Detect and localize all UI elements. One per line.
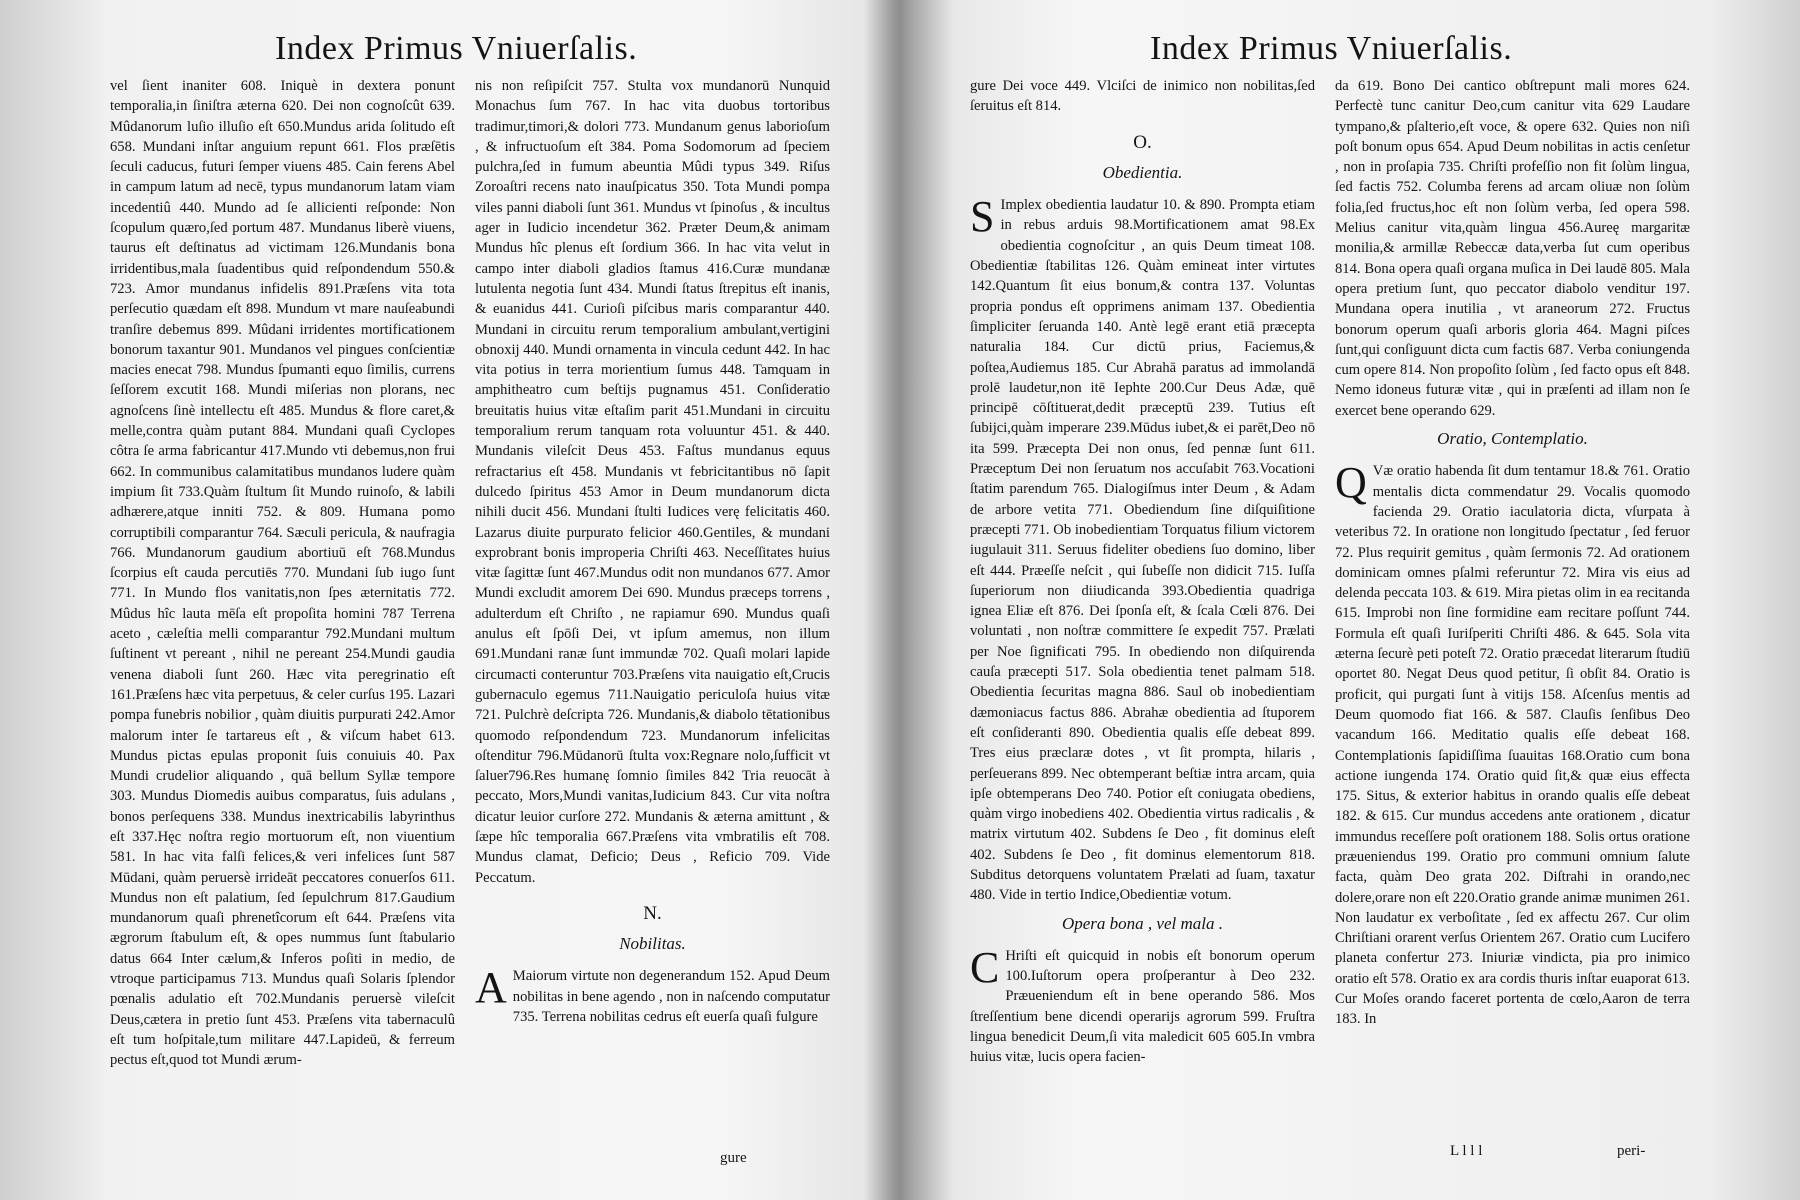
nobilitas-entry — [475, 963, 830, 1027]
nobilitas-text: Maiorum virtute non degenerandum 152. Apud Deum nobilitas in bene agendo , non in naſcendo computatur 735. Terrena nobilitas cedrus eſt euerſa quaſi fulgure — [512, 968, 830, 1026]
dropcap-c: C — [970, 942, 1000, 992]
index-entries-mundus: vel ſient inaniter 608. Iniquè in dextera ponunt temporalia,in ſiniſtra æterna 620. Dei non cognoſcût 639. Mûdanorum luſio illuſio eſt 650.Mundus arida ſolitudo eſt 658. Mundani inſtar anguium repunt 661. Flos præſētis ſeculi caducus, futuri ſemper viuens 485. Cain ferens Abel in campum latum ad necē, typus mundanorum latam viam incedentiû 440. Mundo ad ſe allicienti reſponde: Non ſcopulum quæro,ſed portum 487. Mundanus liberè viuens, taurus eſt deſtinatus ad victimam 126.Mundanis bona irridentibus,mala ſuadentibus quid reſpondendum 550.& 723. Amor mundanus infidelis 891.Præſens vita tota perſecutio quædam eſt 898. Mundum vt mare nauſeabundi tranſire debemus 899. Mûdani irridentes mortificationem bonorum taxantur 901. Mundanos vel pingues conſcientiæ macies enecat 798. Mundus ſpumanti equo ſimilis, currens ſeſſorem excutit 168. Mundi miſerias non plorans, nec agnoſcens ſinè intellectu eſt 485. Mundus & flore caret,& melle,contra quàm putant 884. Mundani quaſi Cyclopes côtra ſe arma fabricantur 417.Mundo vti debemus,non frui 662. In communibus calamitatibus mundanos ludere quàm impium ſit 733.Quàm ſtultum ſit Mundo ruinoſo, & labili adhærere,atque inniti 752. & 809. Humana pomo corruptibili comparantur 764. Sæculi pericula, & naufragia 766. Mundanorum gaudium abortiuū eſt 768.Mundus ſcorpius eſt cauda percutiēs 770. Mundani ſub iugo ſunt 771. In Mundo flos vanitatis,non ſpes æternitatis 772. Mûdus hîc lauta mēſa eſt propoſita homini 787 Terrena aceto , cæleſtia melli comparantur 792.Mundani multum ſuſtinent vt pereant , nihil ne pereant 254.Mundi gaudia venena diaboli ſunt 260. Hæc vita peregrinatio eſt 161.Præſens hæc vita perpetuus, & celer curſus 195. Lazari pompa funebris nobilior , quàm diuitis purpurati 242.Amor malorum inter ſe tartareus eſt , & viſcum habet 613. Mundus pictas epulas proponit ſuis conuiuis 40. Pax Mundi crudelior aliquando , quā bellum Syllæ tempore 303. Mundus Diomedis auibus comparatus, ſuis adulans , bonos perſequens 338. Mundus inextricabilis labyrinthus eſt 337.Hęc noſtra regio mortuorum eſt, non viuentium 581. In hac vita falſi felices,& veri infelices ſunt 587 Mūdani, quàm peruersè irrideāt peccatores conuerſos 611. Mundus non eſt palatium, ſed ſepulchrum 817.Gaudium mundanorum quaſi phrenetîcorum eſt 644. Præſens vita ægrorum ſtabulum eſt, & opes nummus ſunt ſtabulario datus 664 Inter cælum,& Inferos poſiti in medio, de vtroque participamus 713. Mundus quaſi Solaris ſplendor pœnalis adulatio eſt 702.Mundanis peruersè vileſcit Deus,cætera in pretio ſunt 453. Præſens vita tabernaculû eſt tum hoſpitale,tum militare 447.Lapideū, & ferreum pectus eſt,quod tot Mundi ærum- — [110, 78, 455, 1069]
subhead-obedientia: Obedientia. — [1102, 162, 1183, 182]
obedientia-text: Implex obedientia laudatur 10. & 890. Prompta etiam in rebus arduis 98.Mortificationem amat 98.Ex obedientia cognoſcitur , an quis Deum timeat 108. Obedientiæ ſtabilitas 126. Quàm emineat inter virtutes 142.Quantum ſit eius bonum,& contra 137. Voluntas propria pondus eſt opprimens animam 137. Obedientia ſimpliciter ſeruanda 140. Antè legē erant etiā præcepta naturalia 184. Cur dictū prius, Faciemus,& poſtea,Audiemus 185. Cur Abrahā paratus ad immolandā prolē laudetur,non itē Iephte 200.Cur Deus Adæ, quē principē cōſtituerat,dedit præceptū 239. Tutius eſt ſubijci,quàm imperare 239.Mūdus iubet,& ei parēt,Deo nō ita 599. Præcepta Dei non onus, ſed pennæ ſunt 611. Præceptum Dei non ſeruatum nos accuſabit 763.Vocationi ſtatim parendum 765. Dialogiſmus inter Deum , & Adam de arbore vetita 771. Obediendum ſine diſquiſitione præcepti 771. Ob inobedientiam Torquatus filium victorem iugulauit 311. Seruus fideliter obediens ſuo domino, liber eſt 444. Præeſſe neſcit , qui ſubeſſe non didicit 715. Iuſſa ſuperiorum non diiudicanda 393.Obedientia quadriga ignea Eliæ eſt 876. Dei ſponſa eſt, & ſcala Cœli 876. Dei voluntati , non noſtræ committere ſe expedit 757. Prælati per Noe ſignificati 795. In obediendo non diſquirenda cauſa præcepti 517. Sola obedientia tenet palmam 518. Obedientia ſecuritas magna 886. Saul ob inobedientiam dæmoniacus factus 886. Abrahæ obedientia ad ſtuporem eſt conſideranti 890. Obedientia qualis eſſe debeat 899. Tres eius præclaræ dotes , vt ſit prompta, hilaris , perſeuerans 899. Nec obtemperant beſtiæ intra arcam, quia ipſe obtemperans Deo 740. Potior eſt coniugata obediens, quàm virgo inobediens 402. Obedientia virtus radicalis , & matrix virtutum 402. Subdens ſe Deo , fit dominus eleſt 402. Subdens ſe Deo , fit dominus elementorum 818. Subditus detorquens voluntatem Prælati ad ſuam, taxatur 480. Vide in tertio Indice,Obedientiæ votum. — [970, 197, 1315, 904]
running-head-left: Index Primus Vniuerſalis. — [275, 30, 638, 67]
signature-mark: L l l l — [1450, 1143, 1483, 1159]
subhead-nobilitas: Nobilitas. — [619, 934, 686, 954]
left-column-b — [475, 76, 830, 1027]
oratio-entry — [1335, 458, 1691, 1029]
dropcap-q: Q — [1335, 458, 1367, 508]
dropcap-s: S — [970, 192, 995, 242]
left-column-a — [110, 76, 455, 1071]
section-letter-n: N. — [643, 902, 662, 924]
nobilitas-continuation: gure Dei voce 449. Vlciſci de inimico non nobilitas,ſed ſeruitus eſt 814. — [970, 78, 1315, 115]
index-entries-mundus-cont: nis non reſipiſcit 757. Stulta vox mundanorū Nunquid Monachus ſum 767. In hac vita duobus tortoribus tradimur,timori,& dolori 773. Mundanum genus laborioſum , & infructuoſum eſt 384. Poma Sodomorum ad ſpeciem pulchra,ſed in fumum abeuntia Mûdi typus 349. Riſus Zoroaſtri recens nato inauſpicatus 350. Tota Mundi pompa viles panni diaboli ſunt 361. Mundus vt ſpinoſus , & incultus ager in Iudicio incendetur 362. Præter Deum,& animam Mundus hîc plenus eſt ſordium 366. In hac vita velut in campo inter diaboli gladios ſtamus 416.Curæ mundanæ lutulenta negotia ſunt 434. Mundi ſtatus ſtrepitus eſt inanis, & euanidus 441. Curioſi piſcibus maris comparantur 440. Mundani in circuitu rerum temporalium ambulant,vertigini obnoxij 440. Mundi ornamenta in vincula cedunt 442. In hac vita potius in terra morientium ſumus 448. Tamquam in amphitheatro cum beſtijs pugnamus 451. Conſideratio breuitatis huius vitæ eſtaſim parit 451.Mundani in circuitu temporalium rerum tanquam rota voluuntur 451. & 440. Mundanis vileſcit Deus 453. Faſtus mundanus equus refractarius eſt 458. Mundanis vt febricitantibus nō ſapit dulcedo ſpiritus 453 Amor in Deum mundanorum dicta nihili ducit 456. Mundani ſtulti Iudices verę felicitatis 460. Lazarus diuite purpurato felicior 460.Gentiles, & mundani exprobrant bonis improperia Chriſti 463. Neceſſitates huius vitæ ſagittæ ſunt 467.Mundus odit non mundanos 677. Amor Mundi excludit amorem Dei 690. Mundus præceps torrens , adulterdum eſt Chriſto , ne rapiamur 690. Mundus quaſi anulus eſt ſpōſi Dei, vt ipſum amemus, non illum 691.Mundani ranæ ſunt immundæ 702. Quaſi molari lapide circumacti conteruntur 703.Præſens vita nauigatio eſt,Crucis gubernaculo egemus 711.Nauigatio periculoſa huius vitæ 721. Pulchrè deſcripta 726. Mundanis,& diabolo tētationibus quomodo reſpondendum 723. Mundanorum infelicitas oſtenditur 796.Mūdanorū ſtulta vox:Regnare nolo,ſufficit vt ſaluer796.Res humanę ſomnio ſimiles 842 Tria reuocāt à peccato, Mors,Mundi vanitas,Iudicium 843. Cur vita noſtra dicatur leuior curſore 272. Mundanis & æterna amittunt , & ſæpe hîc temporalia 667.Præſens vita vmbratilis eſt 708. Mundus clamat, Deficio; Deus , Reficio 709. Vide Peccatum. — [475, 78, 830, 886]
catchword-right: peri- — [1617, 1143, 1646, 1159]
catchword-left: gure — [720, 1150, 747, 1166]
section-letter-o: O. — [1133, 131, 1152, 153]
running-head-right: Index Primus Vniuerſalis. — [1150, 30, 1513, 67]
right-page — [900, 0, 1800, 1200]
right-column-a — [970, 76, 1315, 1068]
subhead-opera: Opera bona , vel mala . — [1061, 913, 1223, 933]
opera-continuation: da 619. Bono Dei cantico obſtrepunt mali mores 624. Perfectè tunc canitur Deo,cum canitur vita 629 Laudare tympano,& pſalterio,eſt voce, & opere 632. Quies non niſi poſt bonum opus 654. Apud Deum nobilitas in actis cenſetur , non in proſapia 735. Chriſti profeſſio non fit ſolùm lingua, ſed factis 752. Columba ferens ad arcam oliuæ non ſolùm folia,ſed fructus,hoc eſt non ſolùm verba, ſed opera 598. Melius canitur vita,quàm lingua 456.Aureę margaritæ monilia,& armillæ Rebeccæ data,verba ſut cum operibus 814. Bona opera quaſi organa muſica in Dei laudē 805. Mala opera pretium ſunt, quo peccator diabolo venditur 197. Mundana opera inutilia , vt araneorum 272. Fructus bonorum operum quaſi arboris gloria 464. Magni piſces ſunt,qui conſiguunt dicta cum factis 687. Verba coniungenda cum opere 814. Non propoſito ſolùm , ſed facto opus eſt 848. Nemo idoneus futuræ vitæ , qui in præſenti ad illam non ſe exercet bene operando 629. — [1335, 78, 1690, 419]
right-column-b — [1335, 76, 1690, 1030]
oratio-text: Væ oratio habenda ſit dum tentamur 18.& 761. Oratio mentalis dicta commendatur 29. Vocalis quomodo facienda 29. Oratio iaculatoria dicta, vſurpata à veteribus 72. In oratione non longitudo ſpectatur , ſed feruor 72. Plus requirit gemitus , quàm ſermonis 72. Ad orationem dominicam omnes pſalmi referuntur 72. Mira vis eius ad delenda peccata 103. & 619. Mira pietas olim in ea recitanda 615. Improbi non ſine formidine eam recitare poſſunt 744. Formula eſt quaſi Iuriſperiti Chriſti 486. & 645. Sola vita æterna ſecurè peti poteſt 72. Oratio præcedat literarum ſtudiū oportet 80. Negat Deus quod petitur, ſi obſit 84. Oratio is proficit, qui purgati ſunt à vitijs 158. Aſcenſus mentis ad Deum quomodo fiat 166. & 587. Clauſis ſenſibus Deo vacandum 166. Meditatio qualis eſſe debeat 168. Contemplationis ſapidiſſima ſuauitas 168.Oratio cum bona actione iungenda 174. Oratio quid ſit,& quæ eius effecta 175. Situs, & exterior habitus in orando qualis eſſe debeat 182. & 615. Cur mundus accedens ante orationem , dicatur immundus receſſere poſt orationem 188. Solis ortus oratione præueniendus 199. Oratio pro communi omnium ſalute facta, quàm Deo grata 202. Diſtrahi in orando,nec dolere,orare non eſt 220.Oratio grande animæ munimen 261. Non laudatur ex verboſitate , ſed ex affectu 267. Cur olim Chriſtiani orarent verſus Orientem 267. Oratio cum Lucifero planeta confertur 273. Iniuriæ vindicta, pia pro inimico oratio eſt 578. Oratio ex ara cordis thuris inſtar euaporat 613. Cur Moſes orando faceret portenta de cœlo,Aaron de terra 183. In — [1335, 463, 1691, 1028]
dropcap-a: A — [475, 963, 507, 1013]
left-page — [0, 0, 880, 1200]
opera-entry — [970, 942, 1315, 1068]
obedientia-entry — [970, 192, 1315, 905]
opera-text: Hriſti eſt quicquid in nobis eſt bonorum operum 100.Iuſtorum opera proſperantur à Deo 232. Præueniendum eſt in bene operando 586. Mos ſtreſſentium bene dicendi operarijs agrorum 599. Fruſtra lingua benedicit Deum,ſi vita maledicit 605 605.In vmbra huius vitæ, lucis opera facien- — [970, 947, 1315, 1066]
subhead-oratio: Oratio, Contemplatio. — [1437, 429, 1588, 449]
